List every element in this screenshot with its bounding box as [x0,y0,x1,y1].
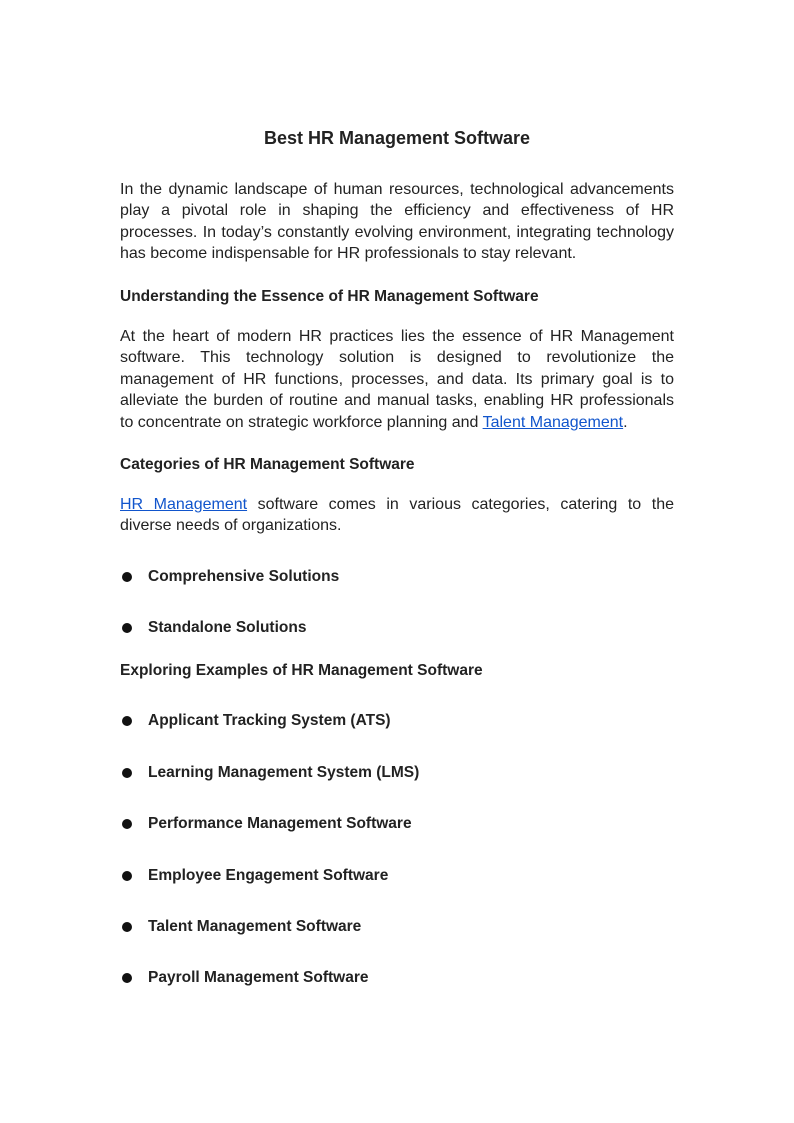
list-item-label: Payroll Management Software [148,969,369,986]
list-item [120,566,674,588]
section-heading-examples: Exploring Examples of HR Management Software [120,662,483,679]
list-item-label: Standalone Solutions [148,619,307,636]
list-item [120,916,674,938]
list-item-label: Talent Management Software [148,918,362,935]
bullet-icon [122,973,132,983]
list-item [120,865,674,887]
bullet-icon [122,572,132,582]
section-heading-essence: Understanding the Essence of HR Management Software [120,288,539,305]
section-heading-categories: Categories of HR Management Software [120,456,415,473]
essence-paragraph [120,326,674,433]
bullet-icon [122,623,132,633]
bullet-icon [122,922,132,932]
bullet-icon [122,768,132,778]
bullet-icon [122,871,132,881]
list-item-label: Performance Management Software [148,815,412,832]
list-item [120,710,674,732]
hr-management-link[interactable]: HR Management [120,496,248,513]
categories-paragraph [120,494,674,537]
list-item [120,617,674,639]
list-item-label: Learning Management System (LMS) [148,764,420,781]
intro-paragraph: In the dynamic landscape of human resources, technological advancements play a pivotal role in shaping the efficiency and effectiveness of HR processes. In today’s constantly evolving environment, integrating technology has become indispensable for HR professionals to stay relevant. [120,181,674,263]
list-item-label: Comprehensive Solutions [148,568,340,585]
essence-text-end: . [623,413,628,431]
categories-text: software comes in various categories, catering to the diverse needs of organizations. [120,496,674,535]
list-item [120,762,674,784]
list-item [120,967,674,989]
list-item [120,813,674,835]
bullet-icon [122,819,132,829]
list-item-label: Applicant Tracking System (ATS) [148,712,391,729]
essence-text: At the heart of modern HR practices lies the essence of HR Management software. This technology solution is designed to revolutionize the management of HR functions, processes, and data. Its primary goal is to alleviate the burden of routine and manual tasks, enabling HR professionals to concentrate on strategic workforce planning and [120,328,674,431]
page-title: Best HR Management Software [263,128,531,148]
list-item-label: Employee Engagement Software [148,867,389,884]
bullet-icon [122,716,132,726]
talent-management-link[interactable]: Talent Management [482,413,624,431]
